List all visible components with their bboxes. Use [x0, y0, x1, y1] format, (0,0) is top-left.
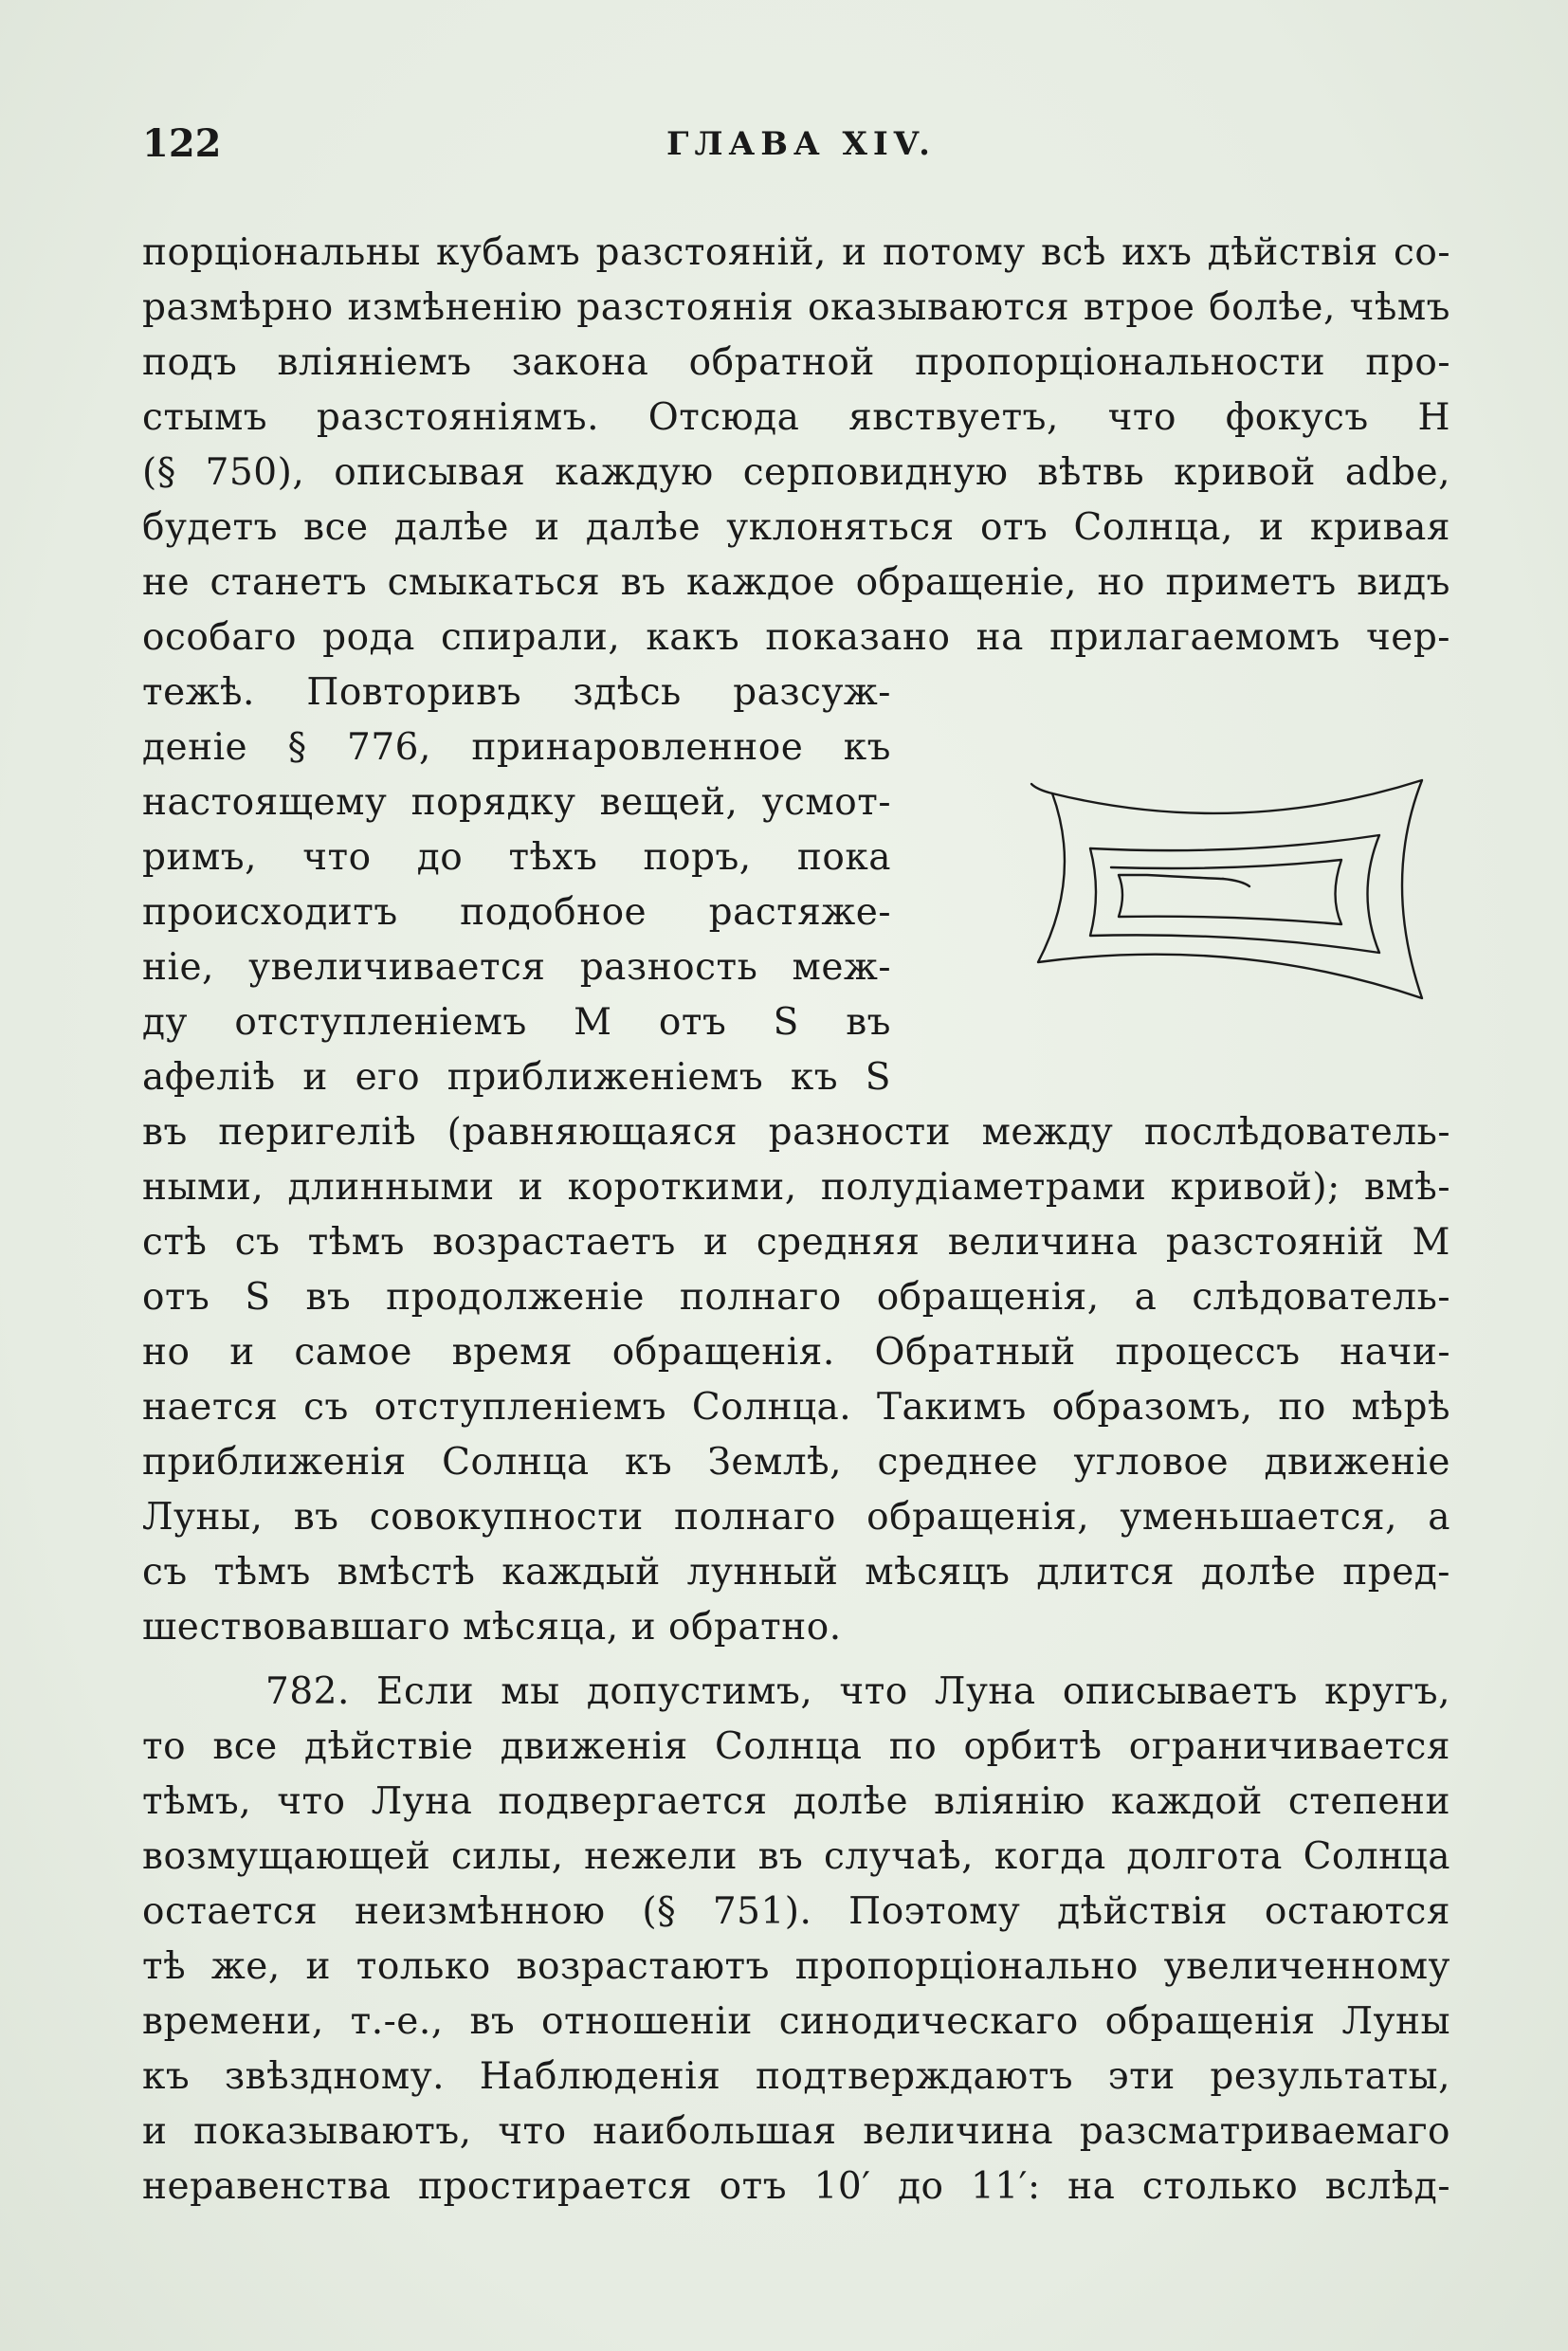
text-line: съ тѣмъ вмѣстѣ каждый лунный мѣсяцъ длится долѣе пред- — [142, 1551, 1450, 1594]
text-line: тежѣ. Повторивъ здѣсь разсуж- — [142, 671, 891, 714]
spiral-inner-branch — [1111, 860, 1341, 924]
text-line: ніе, увеличивается разность меж- — [142, 946, 891, 989]
text-line: времени, т.-е., въ отношеніи синодическаго обращенія Луны — [142, 2000, 1450, 2043]
text-line: то все дѣйствіе движенія Солнца по орбитѣ ограничивается — [142, 1725, 1450, 1768]
text-line: ными, длинными и короткими, полудіаметрами кривой); вмѣ- — [142, 1166, 1450, 1209]
text-line: въ перигеліѣ (равняющаяся разности между послѣдователь- — [142, 1111, 1450, 1154]
text-line: но и самое время обращенія. Обратный процессъ начи- — [142, 1331, 1450, 1374]
spiral-inner-tail — [1223, 879, 1249, 886]
text-line: афеліѣ и его приближеніемъ къ S — [142, 1056, 891, 1099]
text-line: неравенства простирается отъ 10′ до 11′: на столько вслѣд- — [142, 2165, 1450, 2208]
text-line: особаго рода спирали, какъ показано на прилагаемомъ чер- — [142, 616, 1450, 659]
text-line: Луны, въ совокупности полнаго обращенія, уменьшается, а — [142, 1496, 1450, 1539]
text-line: тѣ же, и только возрастаютъ пропорціонально увеличенному — [142, 1945, 1450, 1988]
text-line: остается неизмѣнною (§ 751). Поэтому дѣйствія остаются — [142, 1890, 1450, 1933]
text-line: стымъ разстояніямъ. Отсюда явствуетъ, что фокусъ H — [142, 396, 1450, 439]
text-line: нается съ отступленіемъ Солнца. Такимъ образомъ, по мѣрѣ — [142, 1386, 1450, 1429]
text-line: настоящему порядку вещей, усмот- — [142, 781, 891, 824]
text-line: стѣ съ тѣмъ возрастаетъ и средняя величина разстояній M — [142, 1221, 1450, 1264]
text-line: (§ 750), описывая каждую серповидную вѣтвь кривой adbe, — [142, 451, 1450, 494]
page-number: 122 — [142, 121, 222, 166]
text-line: не станетъ смыкаться въ каждое обращеніе, но приметъ видъ — [142, 561, 1450, 604]
text-line: отъ S въ продолженіе полнаго обращенія, а слѣдователь- — [142, 1276, 1450, 1319]
text-line: шествовавшаго мѣсяца, и обратно. — [142, 1606, 842, 1649]
text-line: тѣмъ, что Луна подвергается долѣе вліянію каждой степени — [142, 1780, 1450, 1823]
text-line: и показываютъ, что наибольшая величина разсматриваемаго — [142, 2110, 1450, 2153]
chapter-title: ГЛАВА XIV. — [665, 125, 937, 163]
text-line: порціональны кубамъ разстояній, и потому всѣ ихъ дѣйствія со- — [142, 231, 1450, 274]
paragraph-782-start: 782. Если мы допустимъ, что Луна описываетъ кругъ, — [265, 1670, 1450, 1713]
text-line: возмущающей силы, нежели въ случаѣ, когда долгота Солнца — [142, 1835, 1450, 1878]
spiral-outer-tail — [1031, 784, 1052, 793]
text-line: будетъ все далѣе и далѣе уклоняться отъ Солнца, и кривая — [142, 506, 1450, 549]
text-line: происходитъ подобное растяже- — [142, 891, 891, 934]
text-line: къ звѣздному. Наблюденія подтверждаютъ эти результаты, — [142, 2055, 1450, 2098]
text-line: подъ вліяніемъ закона обратной пропорціональности про- — [142, 341, 1450, 384]
text-line: размѣрно измѣненію разстоянія оказываются втрое болѣе, чѣмъ — [142, 286, 1450, 329]
text-line: деніе § 776, принаровленное къ — [142, 726, 891, 769]
text-line: ду отступленіемъ M отъ S въ — [142, 1001, 891, 1044]
spiral-orbit-figure — [1024, 773, 1450, 1005]
text-line: приближенія Солнца къ Землѣ, среднее угловое движеніе — [142, 1441, 1450, 1484]
text-line: римъ, что до тѣхъ поръ, пока — [142, 836, 891, 879]
page-header — [142, 121, 1460, 178]
spiral-orbit-drawing — [1024, 773, 1450, 1005]
